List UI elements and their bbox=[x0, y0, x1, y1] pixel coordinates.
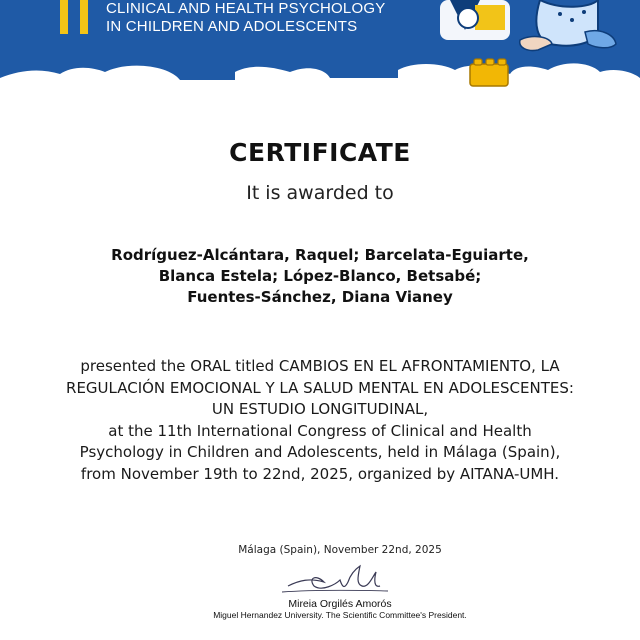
description-line: Psychology in Children and Adolescents, held in Málaga (Spain), bbox=[79, 443, 561, 461]
congress-line-1: CLINICAL AND HEALTH PSYCHOLOGY bbox=[106, 0, 386, 17]
description-line: REGULACIÓN EMOCIONAL Y LA SALUD MENTAL EN ADOLESCENTES: bbox=[66, 378, 574, 397]
congress-name bbox=[106, 0, 385, 36]
signatory-role: Miguel Hernandez University. The Scientific Committee's President. bbox=[213, 610, 467, 620]
description-line: at the 11th International Congress of Clinical and Health bbox=[108, 421, 532, 440]
handwritten-signature bbox=[280, 562, 390, 598]
authors-line: Fuentes-Sánchez, Diana Vianey bbox=[187, 288, 453, 306]
authors-block bbox=[90, 245, 550, 308]
certificate-title: CERTIFICATE bbox=[229, 138, 411, 167]
place-and-date: Málaga (Spain), November 22nd, 2025 bbox=[238, 544, 442, 556]
description-line: UN ESTUDIO LONGITUDINAL, bbox=[211, 400, 429, 418]
congress-logo-mark bbox=[58, 0, 90, 34]
authors-line: Blanca Estela; López-Blanco, Betsabé; bbox=[158, 267, 482, 285]
congress-line-2: IN CHILDREN AND ADOLESCENTS bbox=[106, 18, 358, 35]
toy-blocks-icon bbox=[466, 56, 514, 92]
child-illustration bbox=[420, 0, 620, 92]
authors-line: Rodríguez-Alcántara, Raquel; Barcelata-Eguiarte, bbox=[111, 246, 529, 264]
description-line: from November 19th to 22nd, 2025, organized by AITANA-UMH. bbox=[80, 464, 560, 483]
signatory-name: Mireia Orgilés Amorós bbox=[288, 598, 392, 610]
description-line: presented the ORAL titled CAMBIOS EN EL AFRONTAMIENTO, LA bbox=[80, 357, 560, 375]
awarded-to-text: It is awarded to bbox=[246, 182, 394, 204]
presentation-description bbox=[40, 356, 600, 485]
